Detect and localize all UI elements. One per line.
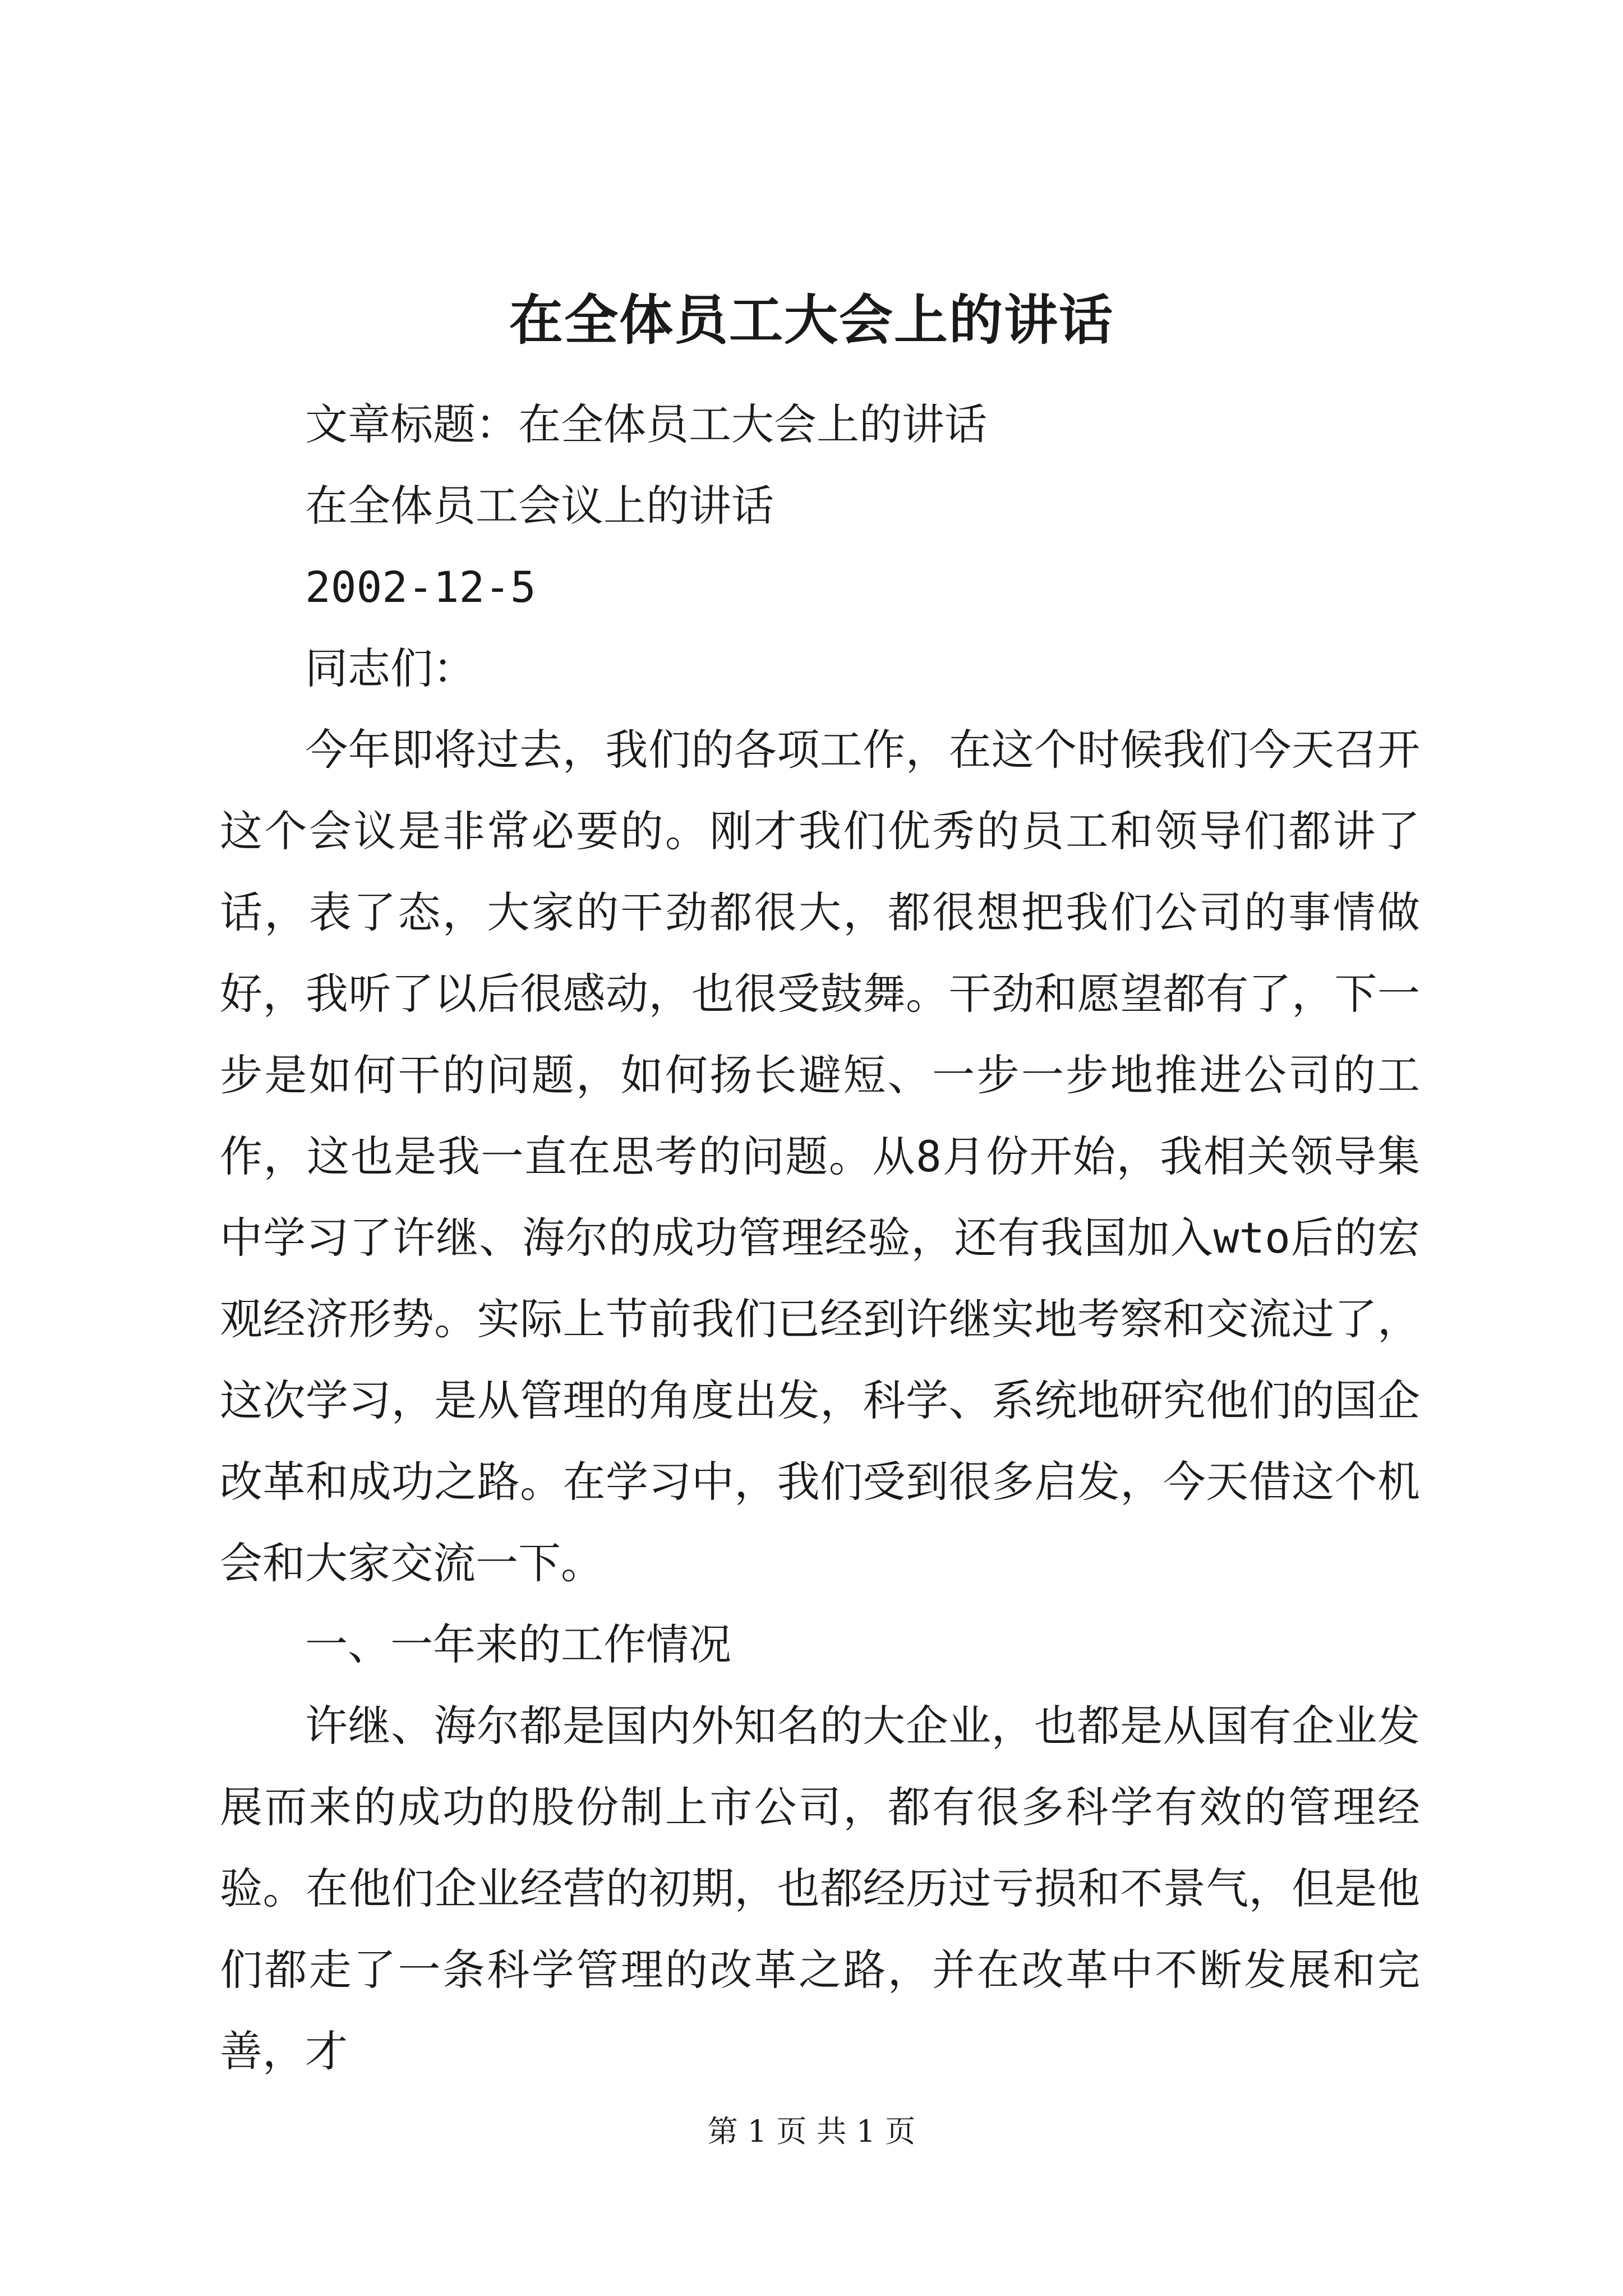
speech-date: 2002-12-5 <box>305 562 536 612</box>
body-paragraph: 今年即将过去，我们的各项工作，在这个时候我们今天召开这个会议是非常必要的。刚才我们优秀的员工和领导们都讲了话，表了态，大家的干劲都很大，都很想把我们公司的事情做好，我听了以后很感动，也很受鼓舞。干劲和愿望都有了，下一步是如何干的问题，如何扬长避短、一步一步地推进公司的工作，这也是我一直在思考的问题。从8月份开始，我相关领导集中学习了许继、海尔的成功管理经验，还有我国加入wto后的宏观经济形势。实际上节前我们已经到许继实地考察和交流过了，这次学习，是从管理的角度出发，科学、系统地研究他们的国企改革和成功之路。在学习中，我们受到很多启发，今天借这个机会和大家交流一下。 <box>220 725 1420 1588</box>
section-heading: 一、一年来的工作情况 <box>305 1619 731 1669</box>
article-title-line: 文章标题：在全体员工大会上的讲话 <box>305 399 987 449</box>
document-title: 在全体员工大会上的讲话 <box>509 288 1114 352</box>
document-body <box>220 384 1420 2092</box>
salutation: 同志们： <box>305 643 476 693</box>
page-footer: 第 1 页 共 1 页 <box>707 2114 916 2149</box>
body-paragraph: 许继、海尔都是国内外知名的大企业，也都是从国有企业发展而来的成功的股份制上市公司，都有很多科学有效的管理经验。在他们企业经营的初期，也都经历过亏损和不景气，但是他们都走了一条科学管理的改革之路，并在改革中不断发展和完善，才 <box>220 1701 1420 2076</box>
speech-subtitle: 在全体员工会议上的讲话 <box>305 481 774 531</box>
